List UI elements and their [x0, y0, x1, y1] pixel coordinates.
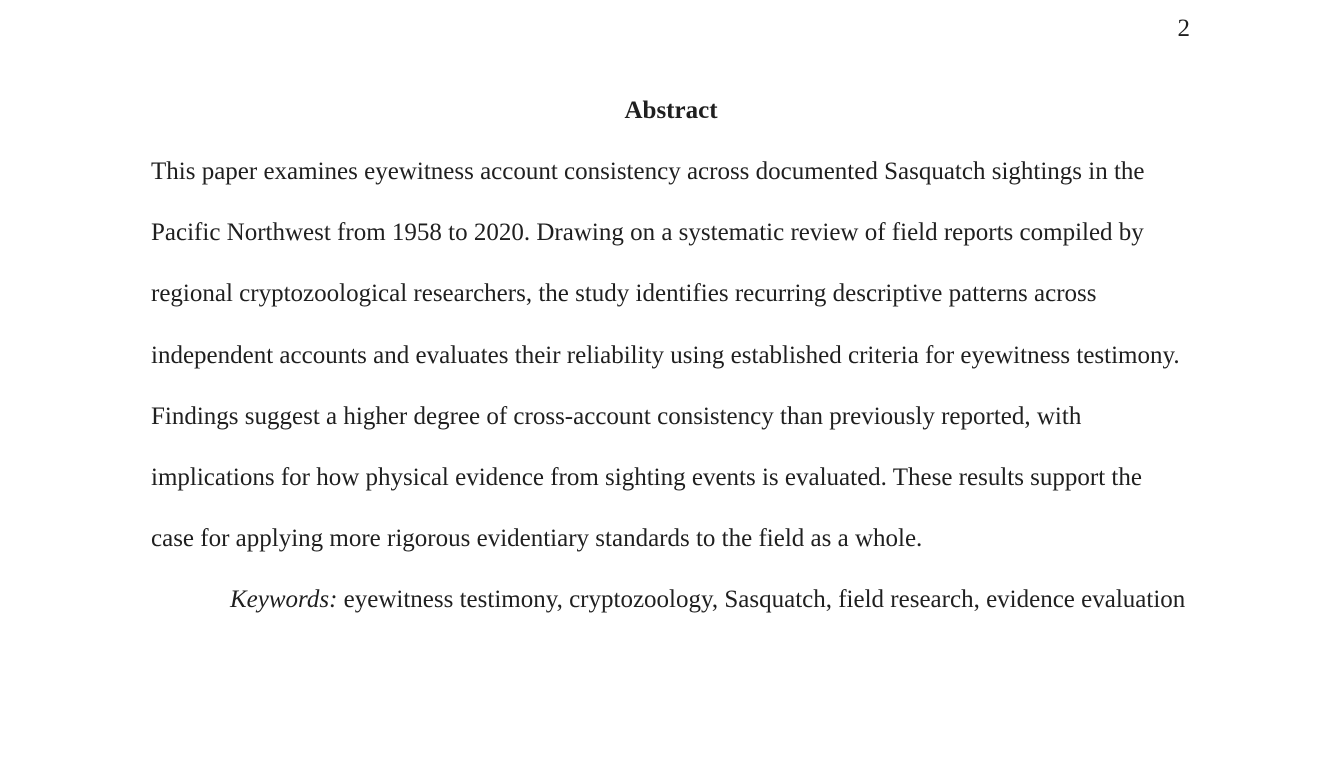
- page-number: 2: [1177, 15, 1190, 42]
- keywords-list: eyewitness testimony, cryptozoology, Sasquatch, field research, evidence evaluation: [337, 586, 1186, 614]
- abstract-paragraph: This paper examines eyewitness account consistency across documented Sasquatch sightings in the Pacific Northwest from 1958 to 2020. Drawing on a systematic review of field reports compiled by regional cryptozoological researchers, the study identifies recurring descriptive patterns across independent accounts and evaluates their reliability using established criteria for eyewitness testimony. Findings suggest a higher degree of cross-account consistency than previously reported, with implications for how physical evidence from sighting events is evaluated. These results support the case for applying more rigorous evidentiary standards to the field as a whole.: [151, 158, 1180, 553]
- keywords-line: [151, 569, 1191, 630]
- abstract-heading: Abstract: [624, 97, 718, 124]
- abstract-section: [151, 141, 1191, 631]
- keywords-label: Keywords:: [230, 586, 338, 614]
